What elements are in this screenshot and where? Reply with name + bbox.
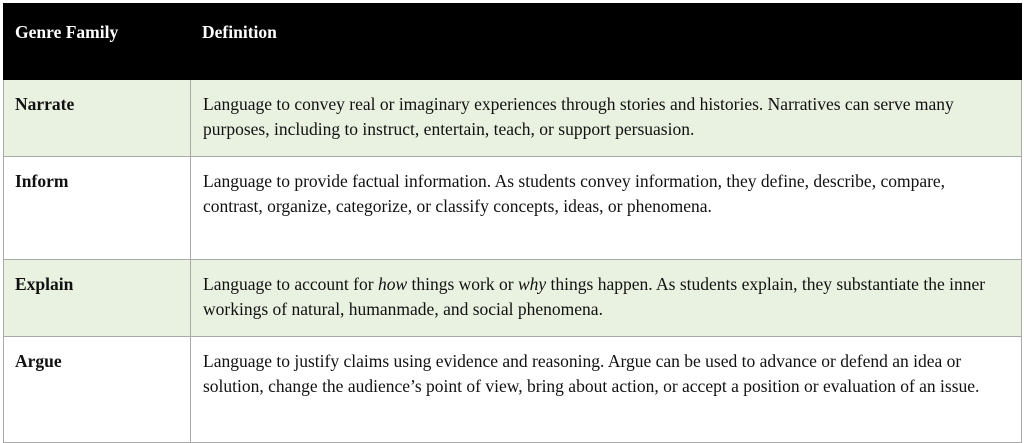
genre-cell: Explain: [4, 260, 191, 337]
genre-cell: Narrate: [4, 80, 191, 157]
definition-cell: [191, 337, 1022, 443]
genre-cell: Inform: [4, 157, 191, 260]
table-row-argue: [4, 337, 1022, 443]
genre-family-table-container: [3, 3, 1021, 443]
definition-cell: [191, 157, 1022, 260]
definition-cell: [191, 80, 1022, 157]
definition-emphasis-why: why: [517, 274, 547, 294]
definition-text: Language to provide factual information. As students convey information, they define, describe, compare, contrast, organize, categorize, or classify concepts, ideas, or phenomena.: [203, 171, 946, 216]
definition-text: Language to account for: [203, 274, 378, 294]
definition-text: Language to convey real or imaginary experiences through stories and histories. Narratives can serve many purposes, including to instruct, entertain, teach, or support persuasion.: [203, 94, 954, 139]
table-row-explain: [4, 260, 1022, 337]
definition-text: Language to justify claims using evidence and reasoning. Argue can be used to advance or defend an idea or solution, change the audience’s point of view, bring about action, or accept a position or evaluation of an issue.: [203, 351, 980, 396]
definition-text: things work or: [407, 274, 518, 294]
table-row-narrate: [4, 80, 1022, 157]
definition-text: things happen. As students explain, they substantiate the inner workings of natural, humanmade, and social phenomena.: [203, 274, 986, 319]
genre-family-table: [3, 3, 1022, 443]
definition-cell: [191, 260, 1022, 337]
table-header-row: [4, 4, 1022, 80]
header-definition: Definition: [191, 4, 1022, 80]
table-row-inform: [4, 157, 1022, 260]
genre-cell: Argue: [4, 337, 191, 443]
header-genre-family: Genre Family: [4, 4, 191, 80]
definition-emphasis-how: how: [377, 274, 408, 294]
